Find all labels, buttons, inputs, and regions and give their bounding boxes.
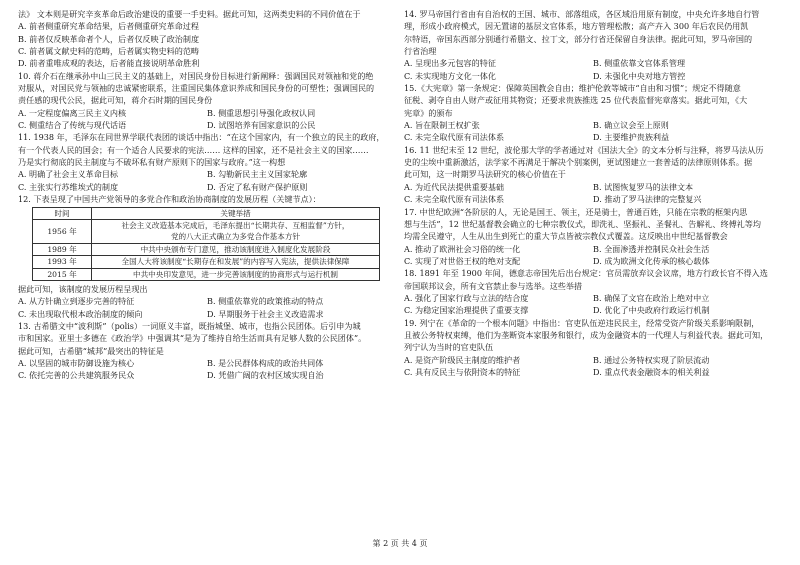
table-row: [33, 219, 380, 243]
question-9-stem: 法》 文本则是研究辛亥革命后政治建设的重要一手史料。据此可知，这两类史料的不同价值在于: [18, 9, 361, 19]
question-stem-line: 理，形成小政府模式，因无置诸的基层文官体系，地方管理松散；高产卉入 300 年后农民仍用凯: [404, 21, 749, 32]
option-d: D. 早期服务于社会主义改造需求: [207, 308, 324, 319]
question-stem-line: 19. 列宁在《革命的一个根本问题》中指出：官吏队伍逆违民民主，经常受资产阶级关系影响限制，: [404, 317, 760, 328]
page-footer: 第 2 页 共 4 页: [372, 539, 428, 548]
question-stem-line: 17. 中世纪欧洲“各阶层的人，无论是国王、领主，还是骑士，普通百姓，只能在宗教的框架内思: [404, 206, 748, 217]
option-c: C. 侧重结合了传统与现代话语: [18, 120, 127, 131]
question-options: [18, 295, 396, 320]
table-row: [33, 256, 380, 268]
option-a: A. 是资产阶级民主制度的维护者: [404, 354, 521, 365]
option-a: A. 旨在限制王权扩张: [404, 120, 480, 131]
question-12: [18, 193, 396, 320]
table-cell-year: 1956 年: [33, 219, 92, 243]
question-stem-line: 对服从，对国民党与领袖的忠诚紧密联系，注重国民集体意识养成和国民身份的可塑性；强调国民的: [18, 83, 375, 94]
table-cell-measure: 中共中央印发意见，进一步完善该制度的协商形式与运行机制: [92, 268, 380, 280]
option-d: D. 重点代表金融资本的相关利益: [593, 366, 710, 377]
question-stem-line: 帝国联邦议会，所有文官禁止参与选举。这些举措: [404, 280, 583, 291]
table-cell-measure: [92, 219, 380, 243]
table-cell-measure: 中共中央颁布专门意见，推动该制度进入制度化发展阶段: [92, 243, 380, 255]
option-c: C. 前者属文献史料的范畴，后者属实物史料的范畴: [18, 46, 200, 57]
question-stem-line: 尔特语，帝国东西部分别通行希腊文、拉丁文，部分行省还保留自身法律。据此可知，罗马帝国的: [404, 33, 753, 44]
option-a: A. 强化了国家行政与立法的结合度: [404, 292, 529, 303]
option-c: C. 依托完善的公共建筑服务民众: [18, 370, 135, 381]
question-14: [404, 8, 782, 82]
timeline-table: [32, 207, 380, 281]
question-stem-line: 16. 11 世纪末至 12 世纪，波伦那大学的学者通过对《国法大全》的文本分析与注释，将罗马法从历: [404, 144, 764, 155]
question-18: [404, 267, 782, 316]
question-options: [404, 181, 782, 206]
question-13: [18, 320, 396, 382]
question-options: [404, 57, 782, 82]
question-stem-line: 征税、剥夺自由人财产或征用其物资；还要求贵族推选 25 位代表监督宪章落实。据此可知，《大: [404, 95, 748, 106]
question-options: [404, 292, 782, 317]
question-stem-line: 15.《大宪章》第一条规定：保障英国教会自由；维护伦敦等城市“自由和习惯”；规定不得随意: [404, 83, 741, 94]
table-header-time: 时间: [33, 207, 92, 219]
table-header-row: [33, 207, 380, 219]
question-stem-line: 14. 罗马帝国行省由有自治权的王国、城市、部落组成，各区域沿用原有制度，中央允许多地自行管: [404, 9, 760, 19]
option-a: A. 为近代民法提供重要基础: [404, 181, 505, 192]
option-b: B. 是公民群体构成的政治共同体: [207, 358, 324, 368]
question-options: [18, 357, 396, 382]
table-cell-year: 1993 年: [33, 256, 92, 268]
question-9-options: [18, 20, 396, 69]
question-stem-line: 据此可知，古希腊“城邦”最突出的特征是: [18, 345, 164, 356]
question-15: [404, 82, 782, 144]
option-b: B. 侧重依靠党的政策推动的特点: [207, 296, 324, 307]
option-d: D. 试图培养有国家意识的公民: [207, 120, 316, 131]
table-cell-year: 2015 年: [33, 268, 92, 280]
question-stem-line: 市和国家。亚里士多德在《政治学》中强调其“是为了维持自给生活而具有足够人数的公民团体”。: [18, 333, 367, 344]
question-options: [18, 168, 396, 193]
table-cell-line: 社会主义改造基本完成后，毛泽东提出“长期共存、互相监督”方针，: [121, 220, 350, 230]
option-b: B. 全面渗透并控制民众社会生活: [593, 243, 710, 254]
option-b: B. 侧重思想引导强化政权认同: [207, 107, 316, 118]
question-10: [18, 70, 396, 132]
option-b: B. 侧重依靠文官体系管理: [593, 58, 686, 69]
question-options: [404, 354, 782, 379]
table-row: [33, 243, 380, 255]
option-d: D. 推动了罗马法律的完整复兴: [593, 194, 702, 205]
left-column: [18, 8, 396, 382]
table-cell-line: 党的八大正式确立为多党合作基本方针: [170, 232, 301, 242]
option-d: D. 主要维护贵族利益: [593, 132, 670, 143]
question-stem-line: 12. 下表呈现了中国共产党领导的多党合作和政治协商制度的发展历程（关键节点）：: [18, 194, 321, 205]
question-stem-line: 且被公务特权束缚，他们为垄断资本家服务和银行，成为金融资本的一代理人与利益代表。据此可知，: [404, 329, 769, 340]
option-a: A. 前者侧重研究革命结果，后者侧重研究革命过程: [18, 21, 199, 32]
question-stem-line: 11. 1938 年，毛泽东在同世界学联代表团的谈话中指出：“在这个国家内，有一个独立的民主的政府，: [18, 132, 385, 143]
question-17: [404, 206, 782, 268]
question-16: [404, 144, 782, 206]
question-options: [18, 107, 396, 132]
option-c: C. 为稳定国家治理提供了重要支撑: [404, 305, 529, 316]
option-b: B. 勾勒新民主主义国家轮廓: [207, 169, 308, 180]
option-d: D. 否定了私有财产保护原则: [207, 181, 308, 192]
question-stem-line: 均需全民遵守，人生从出生到死亡的重大节点皆被宗教仪式覆盖。这反映出中世纪基督教会: [404, 231, 728, 242]
right-column: [404, 8, 782, 378]
question-stem-line: 乃是实行彻底的民主制度与不破坏私有财产原则下的国家与政府。”这一构想: [18, 157, 286, 168]
question-stem-line: 18. 1891 年至 1900 年间，德意志帝国先后出台规定：官员需放弃议会议席，地方行政长官不得入选: [404, 268, 768, 279]
option-c: C. 具有反民主与依附资本的特征: [404, 366, 521, 377]
option-c: C. 主张实行苏维埃式的制度: [18, 181, 119, 192]
question-stem-line: 列宁认为当时的官吏队伍: [404, 342, 494, 353]
question-stem-line: 13. 古希腊文中“波利斯”（polis）一词原义丰富，既指城堡、城市，也指公民团体。后引申为城: [18, 320, 361, 331]
option-c: C. 未完全取代原有司法体系: [404, 194, 505, 205]
question-stem-line: 责任感的现代公民，据此可知，蒋介石时期的国民身份: [18, 95, 213, 106]
option-a: A. 推动了欧洲社会习俗的统一化: [404, 243, 521, 254]
question-options: [404, 119, 782, 144]
option-a: A. 以坚固的城市防御设施为核心: [18, 358, 135, 368]
option-d: D. 未强化中央对地方管控: [593, 70, 686, 81]
question-stem-line: 行省治理: [404, 46, 437, 57]
table-row: [33, 268, 380, 280]
option-d: D. 前者重唯成观的表达，后者能直接说明革命胜利: [18, 58, 200, 69]
option-c: C. 未实现地方文化一体化: [404, 70, 496, 81]
option-b: B. 确立议会至上原则: [593, 120, 669, 131]
question-options: [404, 243, 782, 268]
option-b: B. 前者仅反映革命者个人，后者仅反映了政治制度: [18, 33, 200, 44]
option-c: C. 未完全取代原有司法体系: [404, 132, 505, 143]
option-d: D. 优化了中央政府行政运行机制: [593, 305, 710, 316]
question-19: [404, 317, 782, 379]
question-11: [18, 131, 396, 193]
option-d: D. 凭借广阔的农村区域实现自治: [207, 370, 324, 381]
option-b: B. 试图恢复罗马的法律文本: [593, 181, 694, 192]
question-stem-line: 有一个代表人民的国会；有一个适合人民要求的宪法…… 这样的国家，还不是社会主义的国家……: [18, 144, 369, 155]
option-b: B. 确保了文官在政治上绝对中立: [593, 292, 710, 303]
option-c: C. 未出现取代根本政治制度的倾向: [18, 308, 143, 319]
option-d: D. 成为欧洲文化传承的核心载体: [593, 255, 710, 266]
table-cell-measure: 全国人大将该制度“长期存在和发展”的内容写入宪法，提供法律保障: [92, 256, 380, 268]
option-c: C. 实现了对世俗王权的绝对支配: [404, 255, 521, 266]
question-stem-line: 10. 蒋介石在继承孙中山三民主义的基础上，对国民身份目标进行新阐释：强调国民对领袖和党的绝: [18, 70, 374, 81]
option-a: A. 一定程度偏离三民主义内核: [18, 107, 127, 118]
question-stem-line: 宪章》的颁布: [404, 107, 453, 118]
question-stem-line: 想与生活”，12 世纪基督教会确立的七种宗教仪式，即洗礼、坚振礼、圣餐礼、告解礼、终傅礼等均: [404, 218, 761, 229]
option-a: A. 呈现出多元包容的特征: [404, 58, 496, 69]
question-stem-line: 据此可知，该制度的发展历程呈现出: [18, 283, 148, 294]
table-cell-year: 1989 年: [33, 243, 92, 255]
question-stem-line: 此可知，这一时期罗马法研究的核心价值在于: [404, 169, 566, 180]
question-stem-line: 史的尘埃中重新激活，法学家不再满足于解决个别案例，更试图建立一套普适的法律原则体系。据: [404, 157, 753, 168]
option-a: A. 明确了社会主义革命目标: [18, 169, 119, 180]
option-a: A. 从方针确立到逐步完善的特征: [18, 296, 135, 307]
table-header-measures: 关键举措: [92, 207, 380, 219]
option-b: B. 通过公务特权实现了阶层流动: [593, 354, 710, 365]
